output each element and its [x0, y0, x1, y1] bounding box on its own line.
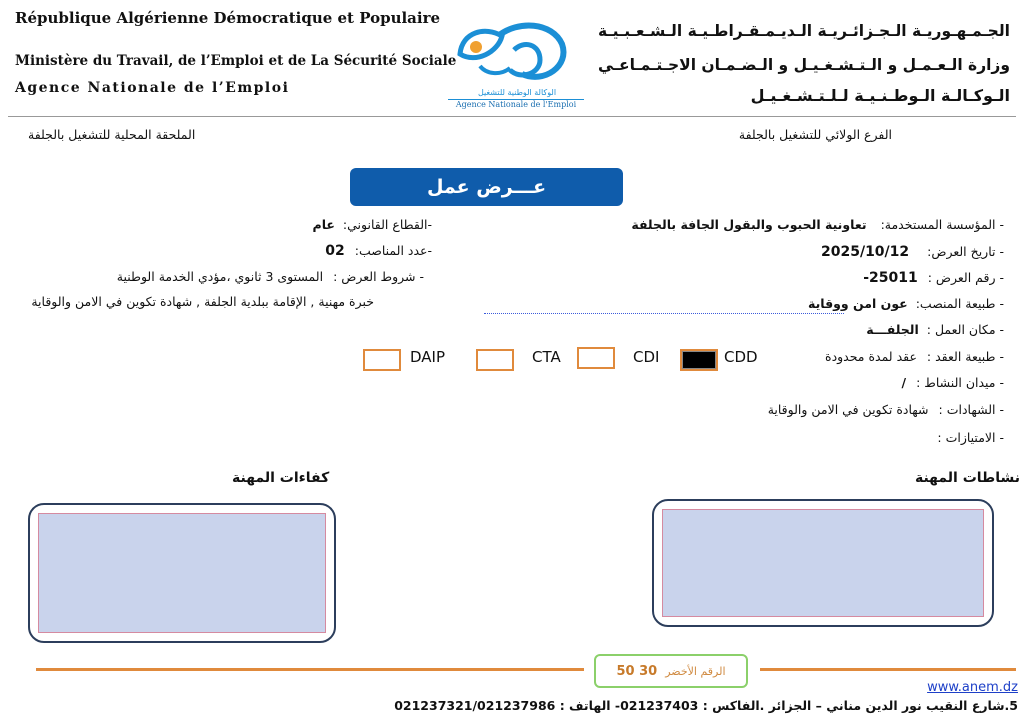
field-positions-count-label: -عدد المناصب: — [354, 243, 432, 258]
field-certificates — [768, 402, 1004, 417]
header-divider — [8, 116, 1016, 117]
field-offer-number — [863, 270, 1004, 286]
field-benefits — [937, 430, 1004, 445]
footer-line-left — [36, 668, 584, 671]
field-offer-conditions-line2: خبرة مهنية , الإقامة ببلدية الجلفة , شهادة تكوين في الامن والوقاية — [31, 294, 374, 309]
field-contract-type-label: - طبيعة العقد : — [926, 349, 1004, 364]
green-number-value: 30 50 — [616, 663, 658, 679]
section-job-skills: كفاءات المهنة — [232, 470, 330, 486]
field-position-type-value: عون امن ووقاية — [808, 296, 908, 311]
contract-cta-checkbox[interactable] — [476, 349, 514, 371]
field-activity-field-label: - ميدان النشاط : — [916, 375, 1004, 390]
field-offer-conditions-label: - شروط العرض : — [333, 269, 424, 284]
field-employer-value: تعاونية الحبوب والبقول الجافة بالجلفة — [631, 217, 867, 232]
green-number-badge — [594, 654, 748, 688]
field-legal-sector-value: عام — [312, 217, 335, 232]
field-activity-field — [902, 375, 1004, 390]
green-number-label: الرقم الأخضر — [665, 664, 726, 678]
field-activity-field-value: / — [901, 375, 907, 390]
header-ar-ministry: وزارة الـعـمـل و الـتـشـغـيـل و الـضـمـان الاجـتـمـاعـي — [598, 56, 1010, 74]
subheader-local-annex: الملحقة المحلية للتشغيل بالجلفة — [28, 127, 196, 142]
skills-panel-content — [38, 513, 326, 633]
field-offer-date-label: - تاريخ العرض: — [927, 244, 1004, 259]
field-work-place — [866, 322, 1004, 337]
header-ar-republic: الجـمـهـوريـة الـجـزائـريـة الـديـمـقـراطـيـة الـشـعـبـيـة — [597, 22, 1010, 40]
field-employer-label: - المؤسسة المستخدمة: — [880, 217, 1004, 232]
field-offer-date-value: 2025/10/12 — [820, 244, 910, 260]
skills-panel — [28, 503, 336, 643]
footer-line-right — [760, 668, 1016, 671]
header-fr-republic: République Algérienne Démocratique et Populaire — [15, 9, 441, 27]
contract-cta-label: CTA — [532, 348, 561, 366]
logo-ar-text: الوكالة الوطنية للتشغيل — [477, 88, 557, 97]
field-offer-conditions-value: المستوى 3 ثانوي ،مؤدي الخدمة الوطنية — [116, 269, 324, 284]
field-offer-conditions — [117, 269, 424, 284]
logo-fr-text: Agence Nationale de l'Emploi — [448, 99, 584, 109]
field-offer-number-value: 25011- — [863, 270, 918, 286]
anem-logo-icon — [440, 14, 590, 94]
field-employer — [631, 217, 1004, 232]
position-dotted-line — [484, 313, 844, 314]
subheader-regional-branch: الفرع الولائي للتشغيل بالجلفة — [738, 127, 892, 142]
activities-panel — [652, 499, 994, 627]
activities-panel-content — [662, 509, 984, 617]
header-fr-ministry: Ministère du Travail, de l’Emploi et de La Sécurité Sociale — [15, 53, 457, 69]
header-fr-agency: Agence Nationale de l’Emploi — [15, 80, 290, 96]
anem-logo — [440, 14, 590, 114]
contract-daip-label: DAIP — [410, 348, 446, 366]
field-offer-date — [821, 244, 1004, 260]
field-position-type — [808, 296, 1004, 311]
field-certificates-value: شهادة تكوين في الامن والوقاية — [767, 402, 929, 417]
website-link[interactable]: www.anem.dz — [927, 680, 1018, 695]
contract-cdi-label: CDI — [633, 348, 660, 366]
footer-address: 5.شارع النقيب نور الدين مناني – الجزائر .الفاكس : 021237403- الهاتف : 021237321/021237986 — [394, 698, 1018, 713]
field-certificates-label: - الشهادات : — [938, 402, 1004, 417]
field-contract-type-value: عقد لمدة محدودة — [825, 349, 917, 364]
field-work-place-label: - مكان العمل : — [926, 322, 1004, 337]
job-offer-title: عـــرض عمل — [350, 168, 623, 206]
field-contract-type — [825, 349, 1004, 364]
contract-cdd-label: CDD — [724, 348, 758, 366]
field-benefits-label: - الامتيازات : — [937, 430, 1004, 445]
section-job-activities: نشاطات المهنة — [914, 470, 1020, 486]
field-legal-sector-label: -القطاع القانوني: — [342, 217, 432, 232]
field-offer-number-label: - رقم العرض : — [927, 270, 1004, 285]
field-legal-sector — [313, 217, 432, 232]
contract-cdd-checkbox[interactable] — [680, 349, 718, 371]
contract-daip-checkbox[interactable] — [363, 349, 401, 371]
contract-cdi-checkbox[interactable] — [577, 347, 615, 369]
field-positions-count — [325, 243, 432, 259]
field-position-type-label: - طبيعة المنصب: — [915, 296, 1004, 311]
header-ar-agency: الـوكـالـة الـوطـنـيـة لـلـتـشـغـيـل — [750, 86, 1010, 105]
field-work-place-value: الجلفـــة — [866, 322, 919, 337]
field-positions-count-value: 02 — [325, 243, 345, 259]
